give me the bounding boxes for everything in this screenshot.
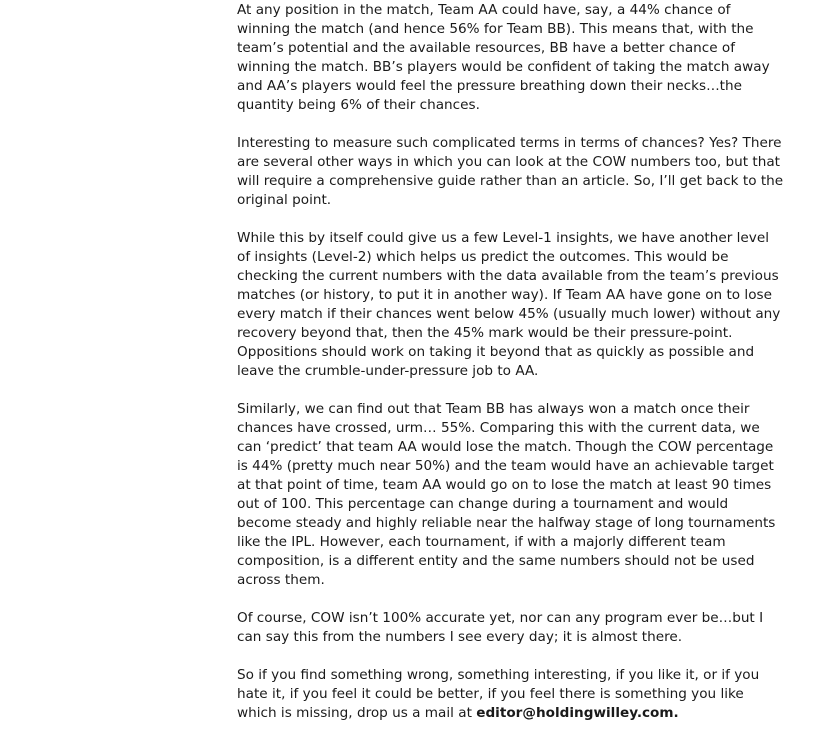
editor-email-link[interactable]: editor@holdingwilley.com.	[476, 705, 679, 721]
paragraph-team-bb-prediction: Similarly, we can find out that Team BB has always won a match once their chances have crossed, urm… 55%. Comparing this with the current data, we can ‘predict’ that team AA would lose the match. Though the COW percentage is 44% (pretty much near 50%) and the team would have an achievable target at that point of time, team AA would go on to lose the match at least 90 times out of 100. This percentage can change during a tournament and would become steady and highly reliable near the halfway stage of long tournaments like the IPL. However, each tournament, if with a majorly different team composition, is a different entity and the same numbers should not be used across them.	[237, 401, 776, 588]
paragraph-accuracy: Of course, COW isn’t 100% accurate yet, nor can any program ever be…but I can say this from the numbers I see every day; it is almost there.	[237, 610, 764, 645]
paragraph-closing	[237, 666, 785, 723]
article-body	[237, 1, 785, 723]
closing-text: So if you find something wrong, something interesting, if you like it, or if you hate it, if you feel it could be better, if you feel there is something you like which is missing, drop us a mail at	[237, 667, 760, 721]
paragraph-cow-example: At any position in the match, Team AA could have, say, a 44% chance of winning the match (and hence 56% for Team BB). This means that, with the team’s potential and the available resources, BB have a better chance of winning the match. BB’s players would be confident of taking the match away and AA’s players would feel the pressure breathing down their necks…the quantity being 6% of their chances.	[237, 2, 770, 113]
paragraph-level-2-insights: While this by itself could give us a few Level-1 insights, we have another level of insights (Level-2) which helps us predict the outcomes. This would be checking the current numbers with the data available from the team’s previous matches (or history, to put it in another way). If Team AA have gone on to lose every match if their chances went below 45% (usually much lower) without any recovery beyond that, then the 45% mark would be their pressure-point. Oppositions should work on taking it beyond that as quickly as possible and leave the crumble-under-pressure job to AA.	[237, 230, 781, 379]
paragraph-measuring-chances: Interesting to measure such complicated terms in terms of chances? Yes? There are several other ways in which you can look at the COW numbers too, but that will require a comprehensive guide rather than an article. So, I’ll get back to the original point.	[237, 135, 784, 208]
